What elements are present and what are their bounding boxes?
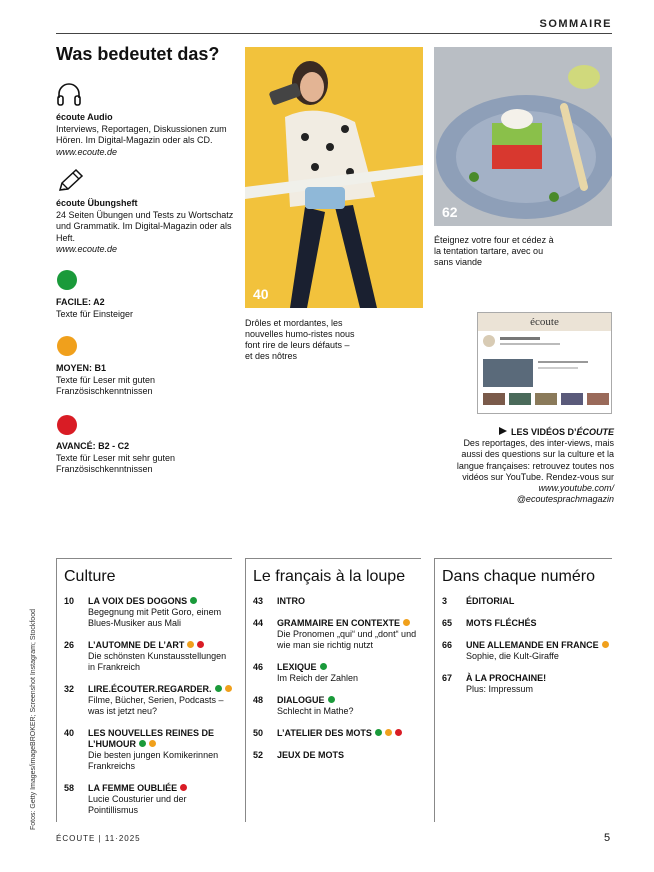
- entry-page-number: 65: [442, 618, 453, 628]
- level-dot-red: [57, 415, 77, 435]
- entry-page-number: 46: [253, 662, 264, 672]
- entry-page-number: 10: [64, 596, 75, 606]
- entry-title: JEUX DE MOTS: [277, 750, 345, 760]
- entry-title: LES NOUVELLES REINES DE L’HUMOUR: [88, 728, 215, 749]
- footer-issue: ÉCOUTE | 11·2025: [56, 834, 141, 843]
- page-number: 5: [604, 832, 611, 844]
- level-dot: [215, 685, 222, 692]
- legend-uebungsheft: écoute Übungsheft 24 Seiten Übungen und Tests zu Wortschatz und Grammatik. Im Digital-Magazin oder als Heft. www.ecoute.de: [56, 198, 234, 254]
- legend-avance: AVANCÉ: B2 - C2 Texte für Leser mit sehr guten Französischkenntnissen: [56, 441, 176, 474]
- entry-title: UNE ALLEMANDE EN FRANCE: [466, 640, 599, 650]
- entry-title: L’ATELIER DES MOTS: [277, 728, 372, 738]
- level-dot: [375, 729, 382, 736]
- column-top-rule: [245, 558, 421, 559]
- entry-title: LIRE.ÉCOUTER.REGARDER.: [88, 684, 212, 694]
- tartare-illustration: [434, 47, 612, 226]
- channel-avatar: [483, 335, 495, 347]
- level-dot: [190, 597, 197, 604]
- level-dot: [403, 619, 410, 626]
- toc-entry[interactable]: [434, 673, 612, 695]
- toc-entry[interactable]: [56, 684, 232, 717]
- section-label: SOMMAIRE: [539, 18, 612, 30]
- toc-entry[interactable]: [56, 728, 232, 772]
- pencil-icon: [56, 168, 84, 194]
- column-title: Dans chaque numéro: [442, 568, 595, 585]
- level-dot: [180, 784, 187, 791]
- entry-title: GRAMMAIRE EN CONTEXTE: [277, 618, 401, 628]
- entry-page-number: 44: [253, 618, 264, 628]
- level-dot: [328, 696, 335, 703]
- entry-description: Die besten jungen Komikerinnen Frankreichs: [88, 750, 219, 771]
- toc-entry[interactable]: [434, 640, 612, 662]
- top-divider: [56, 33, 612, 34]
- toc-column-1: [245, 558, 421, 772]
- youtube-banner: écoute: [478, 313, 611, 331]
- entry-page-number: 50: [253, 728, 264, 738]
- level-dot: [320, 663, 327, 670]
- entry-title: À LA PROCHAINE!: [466, 673, 547, 683]
- entry-title: LA FEMME OUBLIÉE: [88, 783, 178, 793]
- entry-page-number: 66: [442, 640, 453, 650]
- level-dot-orange: [57, 336, 77, 356]
- entry-description: Die Pronomen „qui“ und „dont“ und wie man sie richtig nutzt: [277, 629, 417, 650]
- entry-page-number: 43: [253, 596, 264, 606]
- level-dot: [139, 740, 146, 747]
- level-dot: [187, 641, 194, 648]
- feature-caption-comedian: Drôles et mordantes, les nouvelles humo-ristes nous font rire de leurs défauts – et des nôtres: [245, 318, 355, 361]
- youtube-link[interactable]: www.youtube.com/: [538, 483, 614, 494]
- legend-facile: FACILE: A2 Texte für Einsteiger: [56, 297, 134, 319]
- photo-credit: Fotos: Getty Images/imageBROKER; Screenshot Instagram; Stockfood: [30, 609, 37, 830]
- level-dot: [395, 729, 402, 736]
- toc-entry[interactable]: [56, 640, 232, 673]
- youtube-handle[interactable]: @ecoutesprachmagazin: [516, 494, 614, 505]
- column-title: Culture: [64, 568, 116, 585]
- videos-block: LES VIDÉOS D’ÉCOUTE Des reportages, des inter-views, mais aussi des questions sur la culture et la langue françaises: retrouvez toutes nos vidéos sur YouTube. Rendez-vous sur www.youtube.com/ @ecoutesprachmagazin: [456, 427, 614, 505]
- column-top-rule: [434, 558, 612, 559]
- toc-entry[interactable]: [245, 695, 421, 717]
- entry-description: Plus: Impressum: [466, 684, 534, 694]
- video-thumbnail: [483, 359, 533, 387]
- level-dot: [225, 685, 232, 692]
- entry-page-number: 48: [253, 695, 264, 705]
- entry-title: MOTS FLÉCHÉS: [466, 618, 537, 628]
- entry-description: Sophie, die Kult-Giraffe: [466, 651, 559, 661]
- entry-page-number: 3: [442, 596, 448, 606]
- level-dot: [197, 641, 204, 648]
- youtube-screenshot[interactable]: [477, 312, 612, 414]
- entry-description: Begegnung mit Petit Goro, einem Blues-Musiker aus Mali: [88, 607, 222, 628]
- toc-entry[interactable]: [245, 596, 421, 607]
- column-top-rule: [56, 558, 232, 559]
- play-arrow-icon: [499, 427, 507, 435]
- entry-page-number: 32: [64, 684, 75, 694]
- entry-description: Im Reich der Zahlen: [277, 673, 359, 683]
- entry-page-number: 26: [64, 640, 75, 650]
- level-dot-green: [57, 270, 77, 290]
- toc-entry[interactable]: [434, 618, 612, 629]
- legend-audio: écoute Audio Interviews, Reportagen, Diskussionen zum Hören. Im Digital-Magazin oder als CD. www.ecoute.de: [56, 112, 227, 157]
- level-dot: [602, 641, 609, 648]
- feature-caption-tartare: Éteignez votre four et cédez à la tentation tartare, avec ou sans viande: [434, 235, 554, 267]
- toc-column-2: [434, 558, 612, 706]
- feature-page-number: 62: [442, 204, 458, 220]
- entry-page-number: 52: [253, 750, 264, 760]
- toc-entry[interactable]: [56, 596, 232, 629]
- toc-entry[interactable]: [245, 728, 421, 739]
- entry-page-number: 67: [442, 673, 453, 683]
- toc-column-0: [56, 558, 232, 827]
- toc-entry[interactable]: [245, 750, 421, 761]
- toc-entry[interactable]: [434, 596, 612, 607]
- toc-entry[interactable]: [245, 618, 421, 651]
- entry-title: LEXIQUE: [277, 662, 317, 672]
- entry-page-number: 40: [64, 728, 75, 738]
- entry-description: Die schönsten Kunstausstellungen in Frankreich: [88, 651, 227, 672]
- page-title: Was bedeutet das?: [56, 44, 220, 64]
- entry-title: ÉDITORIAL: [466, 596, 515, 606]
- headphones-icon: [56, 82, 82, 108]
- comedian-illustration: [245, 47, 423, 308]
- entry-description: Filme, Bücher, Serien, Podcasts – was ist jetzt neu?: [88, 695, 224, 716]
- level-dot: [149, 740, 156, 747]
- entry-title: LA VOIX DES DOGONS: [88, 596, 188, 606]
- entry-page-number: 58: [64, 783, 75, 793]
- toc-entry[interactable]: [245, 662, 421, 684]
- entry-title: INTRO: [277, 596, 305, 606]
- column-title: Le français à la loupe: [253, 568, 406, 585]
- entry-title: L’AUTOMNE DE L’ART: [88, 640, 185, 650]
- entry-description: Lucie Cousturier und der Pointillismus: [88, 794, 187, 815]
- toc-entry[interactable]: [56, 783, 232, 816]
- feature-page-number: 40: [253, 286, 269, 302]
- level-dot: [385, 729, 392, 736]
- feature-photo-comedian[interactable]: [245, 47, 423, 308]
- entry-description: Schlecht in Mathe?: [277, 706, 354, 716]
- legend-moyen: MOYEN: B1 Texte für Leser mit guten Französischkenntnissen: [56, 363, 156, 396]
- feature-photo-tartare[interactable]: [434, 47, 612, 226]
- entry-title: DIALOGUE: [277, 695, 325, 705]
